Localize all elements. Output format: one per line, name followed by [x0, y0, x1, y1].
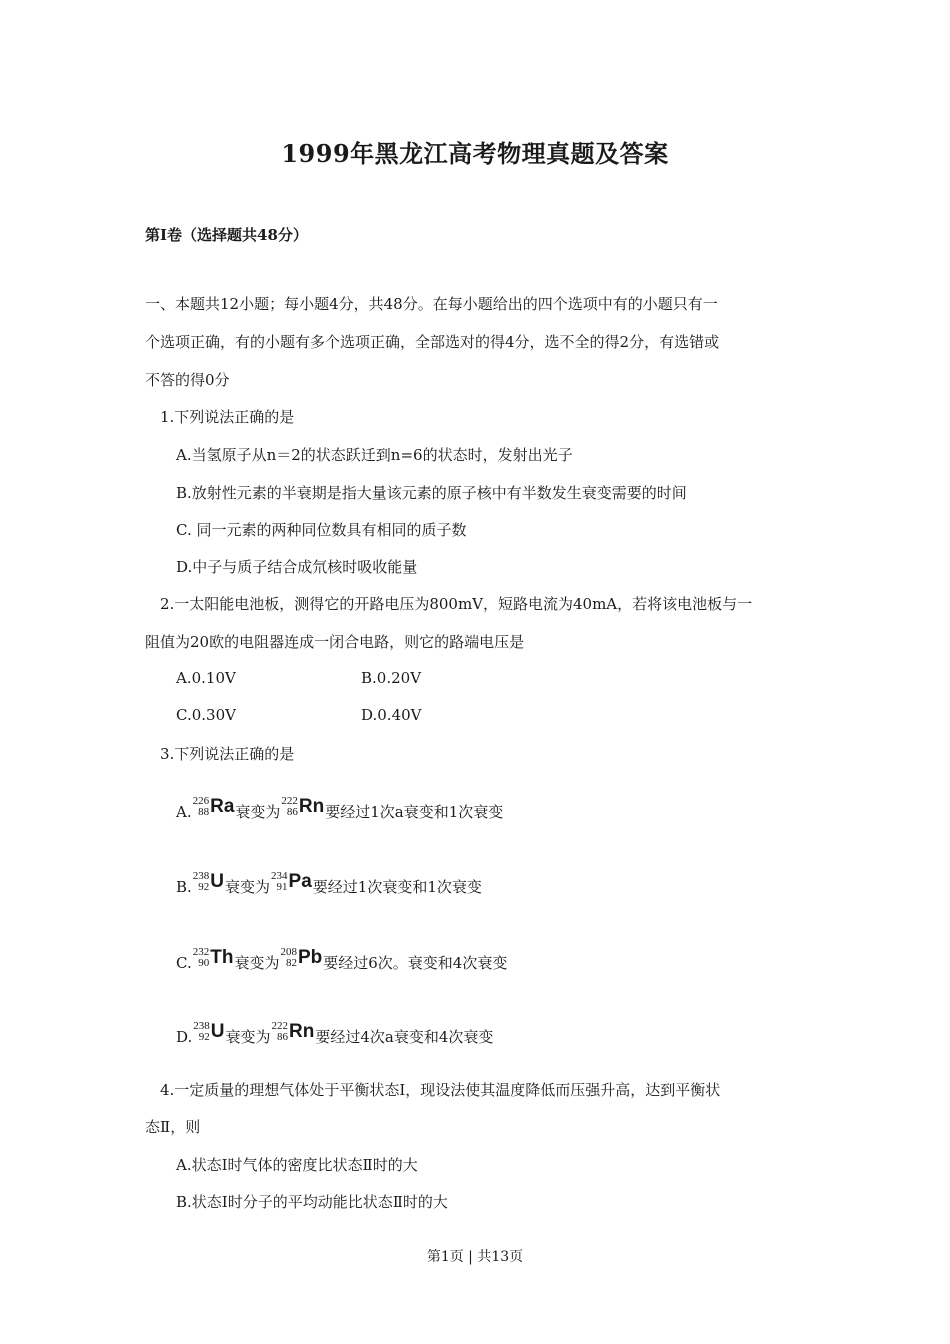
q1-option-b: B.放射性元素的半衰期是指大量该元素的原子核中有半数发生衰变需要的时间: [176, 484, 687, 502]
q3-option-b: [176, 870, 482, 899]
q4-stem-line-1: 4.一定质量的理想气体处于平衡状态Ⅰ，现设法使其温度降低而压强升高，达到平衡状: [160, 1081, 721, 1099]
nuclide-protactinium: [271, 870, 312, 899]
q3-option-a-mid: 衰变为: [235, 803, 281, 821]
nuclide-mass-number: 232: [192, 946, 210, 958]
nuclide-atomic-number: 92: [198, 881, 210, 893]
nuclide-atomic-number: 91: [276, 881, 288, 893]
nuclide-atomic-number: 86: [286, 806, 298, 818]
nuclide-atomic-number: 86: [277, 1031, 289, 1043]
q3-option-b-tail: 要经过1次衰变和1次衰变: [312, 878, 482, 896]
q3-option-d-label: D.: [176, 1028, 193, 1046]
q3-option-d-mid: 衰变为: [225, 1028, 271, 1046]
nuclide-symbol: U: [210, 1021, 225, 1042]
q3-option-a-tail: 要经过1次a衰变和1次衰变: [325, 803, 504, 821]
q1-stem: 1.下列说法正确的是: [160, 408, 295, 426]
nuclide-lead: [280, 946, 323, 975]
q2-option-d: D.0.40V: [361, 706, 422, 724]
nuclide-mass-number: 208: [280, 946, 297, 958]
nuclide-symbol: Ra: [210, 796, 235, 817]
q1-option-d: D.中子与质子结合成氘核时吸收能量: [176, 558, 418, 576]
nuclide-symbol: Rn: [298, 796, 325, 817]
nuclide-radium: [192, 795, 235, 824]
q3-option-c: [176, 946, 508, 975]
nuclide-atomic-number: 92: [198, 1031, 210, 1043]
nuclide-symbol: Rn: [289, 1021, 315, 1042]
instructions-line-1: 一、本题共12小题；每小题4分，共48分。在每小题给出的四个选项中有的小题只有一: [145, 295, 718, 313]
nuclide-mass-number: 226: [192, 795, 210, 807]
nuclide-radon: [281, 795, 325, 824]
instructions-line-3: 不答的得0分: [145, 371, 230, 389]
q3-option-a: [176, 795, 504, 824]
nuclide-atomic-number: 88: [198, 806, 210, 818]
q3-option-c-tail: 要经过6次。衰变和4次衰变: [323, 954, 508, 972]
q3-option-c-label: C.: [176, 954, 192, 972]
q3-stem: 3.下列说法正确的是: [160, 745, 295, 763]
nuclide-symbol: U: [210, 871, 225, 892]
nuclide-uranium: [192, 870, 225, 899]
q4-option-a: A.状态Ⅰ时气体的密度比状态Ⅱ时的大: [176, 1156, 418, 1174]
nuclide-radon: [271, 1020, 315, 1049]
q4-option-b: B.状态Ⅰ时分子的平均动能比状态Ⅱ时的大: [176, 1193, 448, 1211]
q1-option-a: A.当氢原子从n＝2的状态跃迁到n=6的状态时，发射出光子: [176, 446, 573, 464]
q3-option-a-label: A.: [176, 803, 192, 821]
nuclide-symbol: Pb: [297, 947, 323, 968]
q3-option-b-label: B.: [176, 878, 192, 896]
q4-stem-line-2: 态Ⅱ，则: [145, 1118, 201, 1136]
q2-option-b: B.0.20V: [361, 669, 422, 687]
nuclide-mass-number: 234: [271, 870, 288, 882]
page-footer: 第1页 | 共13页: [426, 1249, 524, 1265]
nuclide-atomic-number: 82: [285, 957, 297, 969]
q2-option-a: A.0.10V: [176, 669, 236, 687]
nuclide-mass-number: 238: [192, 870, 210, 882]
q2-stem-line-1: 2.一太阳能电池板，测得它的开路电压为800mV，短路电流为40mA，若将该电池板与一: [160, 595, 753, 613]
nuclide-atomic-number: 90: [198, 957, 210, 969]
q3-option-b-mid: 衰变为: [225, 878, 271, 896]
instructions-line-2: 个选项正确，有的小题有多个选项正确，全部选对的得4分，选不全的得2分，有选错或: [145, 333, 720, 351]
page-title: 1999年黑龙江高考物理真题及答案: [281, 139, 669, 168]
q3-option-d: [176, 1020, 494, 1049]
q3-option-d-tail: 要经过4次a衰变和4次衰变: [315, 1028, 494, 1046]
nuclide-uranium: [193, 1020, 225, 1049]
q2-option-c: C.0.30V: [176, 706, 236, 724]
nuclide-mass-number: 238: [193, 1020, 210, 1032]
nuclide-mass-number: 222: [281, 795, 298, 807]
nuclide-mass-number: 222: [271, 1020, 289, 1032]
section-heading: 第Ⅰ卷（选择题共48分）: [145, 226, 308, 244]
nuclide-symbol: Th: [210, 947, 234, 968]
q3-option-c-mid: 衰变为: [234, 954, 280, 972]
q2-stem-line-2: 阻值为20欧的电阻器连成一闭合电路，则它的路端电压是: [145, 633, 525, 651]
q1-option-c: C. 同一元素的两种同位数具有相同的质子数: [176, 521, 467, 539]
nuclide-symbol: Pa: [288, 871, 312, 892]
nuclide-thorium: [192, 946, 234, 975]
